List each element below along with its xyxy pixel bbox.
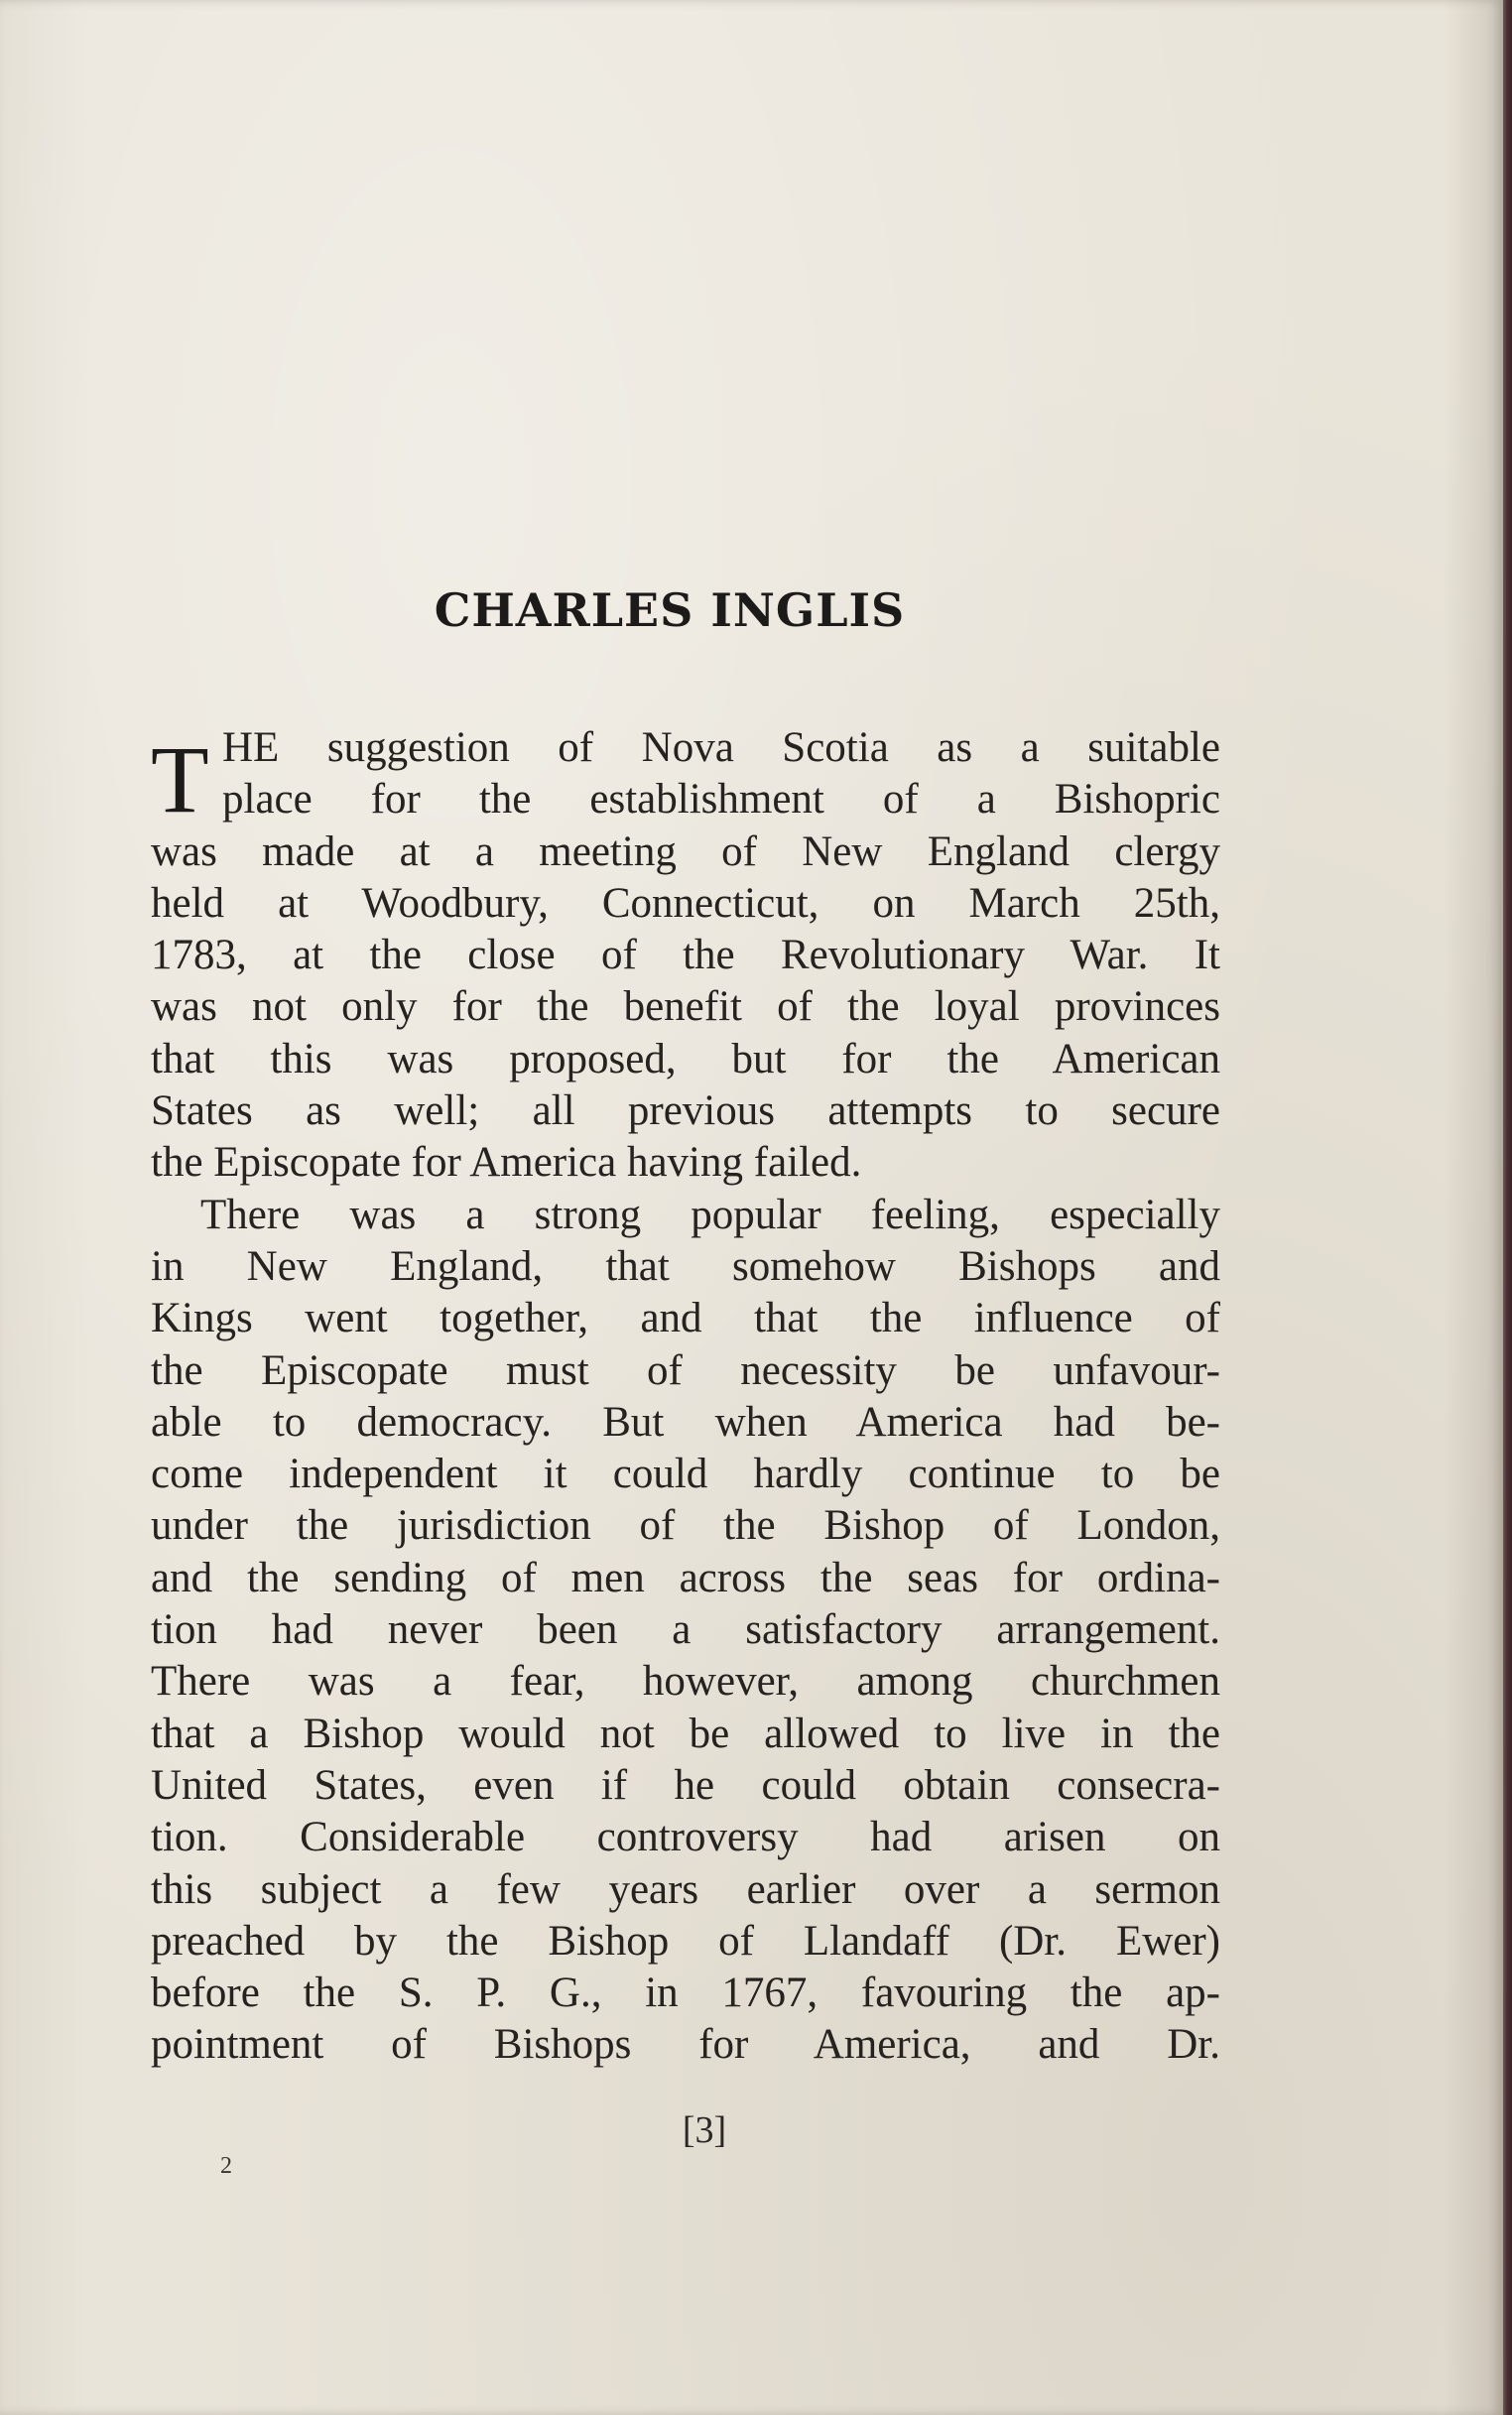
body-text: [151, 722, 1220, 2072]
text-line: United States, even if he could obtain consecra-: [151, 1761, 1220, 1809]
page-edge: [1503, 0, 1512, 2415]
text-line: tion had never been a satisfactory arrangement.: [151, 1606, 1220, 1654]
chapter-title: CHARLES INGLIS: [434, 583, 906, 637]
text-line: before the S. P. G., in 1767, favouring the ap-: [151, 1970, 1220, 2017]
text-line: preached by the Bishop of Llandaff (Dr. Ewer): [151, 1917, 1220, 1965]
text-line: that a Bishop would not be allowed to live in the: [151, 1710, 1220, 1757]
text-line: place for the establishment of a Bishopric: [222, 776, 1220, 824]
signature-mark: 2: [220, 2153, 232, 2179]
text-line: the Episcopate must of necessity be unfavour-: [151, 1346, 1220, 1394]
text-line: There was a strong popular feeling, especially: [200, 1191, 1220, 1238]
text-line: in New England, that somehow Bishops and: [151, 1242, 1220, 1290]
text-line: held at Woodbury, Connecticut, on March 25th,: [151, 879, 1220, 927]
text-line: this subject a few years earlier over a sermon: [151, 1865, 1220, 1913]
text-line: HE suggestion of Nova Scotia as a suitable: [222, 724, 1220, 771]
text-line: tion. Considerable controversy had arisen on: [151, 1814, 1220, 1861]
text-line: 1783, at the close of the Revolutionary War. It: [151, 932, 1220, 979]
text-line: was made at a meeting of New England clergy: [151, 827, 1220, 875]
text-line: was not only for the benefit of the loyal provinces: [151, 983, 1220, 1031]
drop-cap: T: [151, 726, 209, 832]
text-line: There was a fear, however, among churchmen: [151, 1658, 1220, 1706]
text-line: pointment of Bishops for America, and Dr.: [151, 2021, 1220, 2069]
page-number: [3]: [682, 2109, 727, 2151]
text-line: come independent it could hardly continue to be: [151, 1451, 1220, 1498]
text-line: under the jurisdiction of the Bishop of London,: [151, 1502, 1220, 1550]
text-line: able to democracy. But when America had be-: [151, 1398, 1220, 1446]
text-line: Kings went together, and that the influence of: [151, 1295, 1220, 1342]
text-line: and the sending of men across the seas for ordina-: [151, 1554, 1220, 1601]
text-line: that this was proposed, but for the American: [151, 1035, 1220, 1082]
text-line: the Episcopate for America having failed.: [151, 1139, 862, 1187]
text-line: States as well; all previous attempts to secure: [151, 1087, 1220, 1135]
